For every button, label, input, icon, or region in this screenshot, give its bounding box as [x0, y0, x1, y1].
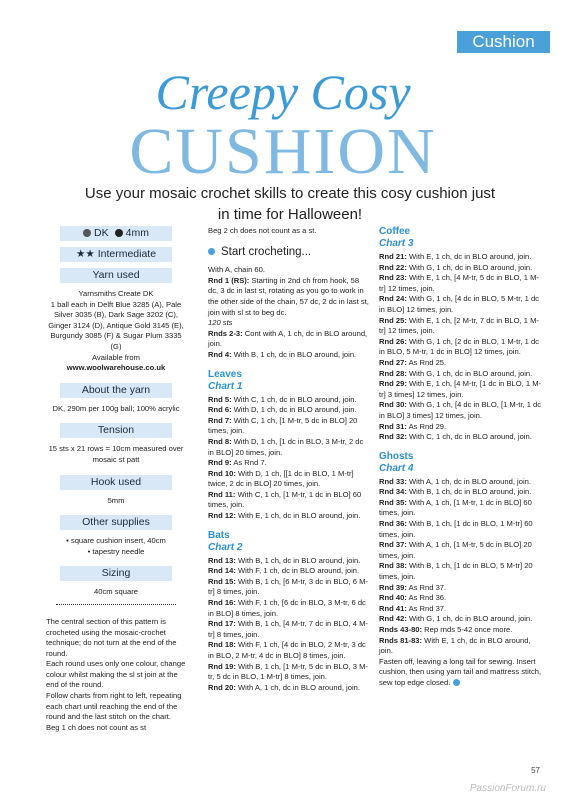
about-yarn-heading: About the yarn — [60, 383, 172, 398]
hook-used-text: 5mm — [107, 495, 125, 505]
title-line-1: Creepy Cosy — [155, 64, 411, 120]
pattern-row: Rnds 43-80: Rep rnds 5-42 once more. — [379, 625, 513, 634]
sizing-heading: Sizing — [60, 566, 172, 581]
ghosts-rows — [379, 477, 544, 657]
pattern-row: Rnd 31: As Rnd 29. — [379, 421, 447, 431]
pattern-row: Rnd 28: With G, 1 ch, dc in BLO around, join. — [379, 368, 533, 378]
pattern-row: Rnds 2-3: Cont with A, 1 ch, dc in BLO around, join. — [208, 328, 368, 349]
section-tag: Cushion — [457, 31, 550, 53]
coffee-heading: Coffee — [379, 226, 411, 237]
pattern-row: Rnd 19: With B, 1 ch, [1 M-tr, 5 dc in BLO, 3 M-tr, 5 dc in BLO, 1 M-tr] 8 times, join. — [208, 661, 368, 682]
pattern-row: Rnd 21: With E, 1 ch, dc in BLO around, join. — [379, 252, 532, 261]
yarn-used-text: Yarnsmiths Create DK 1 ball each in Delft Blue 3285 (A), Pale Silver 3035 (B), Dark Sage 3202 (C), Ginger 3124 (D), Antique Gold 3145 (E), Burgundy 3085 (F) & Sugar Plum 3335 (G) Available from www.woolwarehouse.co.uk — [46, 289, 186, 374]
hook-icon — [115, 229, 123, 237]
page-number: 57 — [531, 766, 540, 775]
tension-heading: Tension — [60, 423, 172, 438]
title-line-2: CUSHION — [129, 115, 437, 188]
pattern-row: Rnd 23: With E, 1 ch, [4 M-tr, 5 dc in BLO, 1 M-tr] 12 times, join. — [379, 273, 539, 293]
difficulty-level: Intermediate — [97, 248, 157, 260]
sizing-text: 40cm square — [94, 587, 138, 597]
pattern-row: Rnd 13: With B, 1 ch, dc in BLO around, join. — [208, 555, 361, 565]
level-bar — [60, 247, 172, 262]
pattern-row: Rnd 39: As Rnd 37. — [379, 582, 447, 592]
leaves-rows — [208, 395, 370, 522]
leaves-chart-label: Chart 1 — [208, 380, 243, 392]
finishing-text: Fasten off, leaving a long tail for sewing. Insert cushion, then using yarn tail and mattress stitch, sew top edge closed. — [379, 656, 542, 687]
ghosts-heading: Ghosts — [379, 450, 414, 462]
pattern-row: Rnd 7: With C, 1 ch, [1 M-tr, 5 dc in BLO] 20 times, join. — [208, 415, 358, 436]
pattern-row: Rnd 1 (RS): Starting in 2nd ch from hook, 58 dc, 3 dc in last st, rotating as you go to work in the other side of the chain, 57 dc, 2 dc in last st, join with sl st to beg dc. — [208, 275, 369, 317]
bats-chart-label: Chart 2 — [208, 541, 243, 553]
pattern-row: Rnd 15: With B, 1 ch, [6 M-tr, 3 dc in BLO, 6 M-tr] 8 times, join. — [208, 576, 368, 597]
ghosts-chart-label: Chart 4 — [379, 462, 414, 474]
pattern-row: Rnd 30: With G, 1 ch, [4 dc in BLO, [1 M-tr, 1 dc in BLO] 3 times] 12 times, join. — [379, 400, 542, 420]
pattern-column-1 — [208, 226, 370, 693]
bats-rows — [208, 556, 370, 694]
about-yarn-text: DK, 290m per 100g ball; 100% acrylic — [52, 403, 180, 413]
pattern-row: Rnd 32: With C, 1 ch, dc in BLO around, join. — [379, 432, 532, 442]
other-supplies-text: • square cushion insert, 40cm • tapestry needle — [66, 536, 166, 556]
pattern-row: Rnd 25: With E, 1 ch, [2 M-tr, 7 dc in BLO, 1 M-tr] 12 times, join. — [379, 315, 539, 336]
pattern-row: With A, chain 60. — [208, 265, 265, 275]
yarn-used-heading: Yarn used — [60, 268, 172, 283]
start-heading: Start crocheting... — [208, 247, 370, 258]
pattern-row: Rnd 8: With D, 1 ch, [1 dc in BLO, 3 M-tr, 2 dc in BLO] 20 times, join. — [208, 436, 364, 457]
supplier-link: www.woolwarehouse.co.uk — [66, 363, 166, 373]
bats-heading: Bats — [208, 529, 230, 541]
pattern-row: Rnds 81-83: With E, 1 ch, dc in BLO around, join. — [379, 635, 531, 656]
leaves-heading: Leaves — [208, 368, 242, 380]
pattern-row: Rnd 11: With C, 1 ch, [1 M-tr, 1 dc in BLO] 60 times, join. — [208, 489, 362, 510]
pattern-row: Rnd 22: With G, 1 ch, dc in BLO around, join. — [379, 262, 533, 272]
pattern-row: Rnd 26: With G, 1 ch, [2 dc in BLO, 1 M-tr, 1 dc in BLO, 5 M-tr, 1 dc in BLO] 12 times, join. — [379, 336, 539, 357]
difficulty-stars: ★★ — [75, 248, 95, 260]
pattern-row: Rnd 35: With A, 1 ch, [1 M-tr, 1 dc in BLO] 60 times, join. — [379, 497, 532, 518]
pattern-row: Rnd 4: With B, 1 ch, dc in BLO around, join. — [208, 349, 357, 359]
end-icon — [453, 679, 460, 686]
pattern-row: Rnd 36: With B, 1 ch, [1 dc in BLO, 1 M-tr] 60 times, join. — [379, 519, 533, 539]
pattern-row: Rnd 18: With F, 1 ch, [4 dc in BLO, 2 M-tr, 3 dc in BLO, 2 M-tr, 4 dc in BLO] 8 times, join. — [208, 640, 366, 660]
divider — [56, 604, 176, 605]
coffee-chart-label: Chart 3 — [379, 238, 414, 249]
info-column — [46, 226, 186, 733]
pattern-row: Rnd 38: With B, 1 ch, [1 dc in BLO, 5 M-tr] 20 times, join. — [379, 561, 533, 582]
pattern-row: Rnd 5: With C, 1 ch, dc in BLO around, join. — [208, 394, 357, 404]
stitch-count: 120 sts — [208, 318, 233, 328]
pattern-row: Rnd 12: With E, 1 ch, dc in BLO around, join. — [208, 511, 361, 521]
pattern-row: Rnd 10: With D, 1 ch, [[1 dc in BLO, 1 M-tr] twice, 2 dc in BLO] 20 times, join. — [208, 468, 354, 489]
yarn-ball-icon — [83, 229, 91, 237]
pattern-row: Rnd 17: With B, 1 ch, [4 M-tr, 7 dc in BLO, 4 M-tr] 8 times, join. — [208, 619, 368, 639]
pattern-row: Rnd 6: With D, 1 ch, dc in BLO around, join. — [208, 405, 357, 415]
pattern-row: Rnd 14: With F, 1 ch, dc in BLO around, join. — [208, 566, 360, 576]
intro-text: Use your mosaic crochet skills to create this cosy cushion just in time for Halloween! — [84, 185, 496, 223]
pattern-row: Rnd 37: With A, 1 ch, [1 M-tr, 5 dc in BLO] 20 times, join. — [379, 540, 532, 560]
watermark: PassionForum.ru — [469, 783, 546, 794]
pattern-row: Rnd 40: As Rnd 36. — [379, 593, 447, 603]
pattern-row: Rnd 34: With B, 1 ch, dc in BLO around, join. — [379, 487, 532, 497]
pattern-row: Rnd 33: With A, 1 ch, dc in BLO around, join. — [379, 476, 531, 486]
pattern-row: Rnd 24: With G, 1 ch, [4 dc in BLO, 5 M-tr, 1 dc in BLO] 12 times, join. — [379, 294, 539, 314]
pattern-row: Rnd 16: With F, 1 ch, [6 dc in BLO, 3 M-tr, 6 dc in BLO] 8 times, join. — [208, 598, 366, 618]
pattern-row: Rnd 41: As Rnd 37. — [379, 603, 447, 613]
yarn-hook-bar: DK 4mm — [60, 226, 172, 241]
pattern-row: Rnd 29: With E, 1 ch, [4 M-tr, [1 dc in BLO, 1 M-tr] 3 times] 12 times, join. — [379, 379, 542, 399]
coffee-rows — [379, 252, 544, 443]
pattern-notes: The central section of this pattern is crocheted using the mosaic-crochet technique; do not turn at the end of the round. Each round uses only one colour, change colour whilst making the sl st join at the end of the round. Follow charts from right to left, repeating each chart until reaching the end of the round and the last stitch on the chart. Beg 1 ch does not count as st — [46, 616, 186, 732]
other-supplies-heading: Other supplies — [60, 515, 172, 530]
tension-text: 15 sts x 21 rows = 10cm measured over mosaic st patt — [48, 444, 184, 464]
hook-used-heading: Hook used — [60, 475, 172, 490]
pattern-row: Rnd 42: With G, 1 ch, dc in BLO around, join. — [379, 614, 533, 624]
pattern-column-2 — [379, 226, 544, 689]
pattern-row: Rnd 9: As Rnd 7. — [208, 458, 267, 468]
bullet-icon — [208, 248, 215, 255]
pattern-row: Rnd 27: As Rnd 25. — [379, 357, 447, 367]
pattern-row: Rnd 20: With A, 1 ch, dc in BLO around, join. — [208, 682, 360, 692]
beg-note: Beg 2 ch does not count as a st. — [208, 226, 317, 235]
